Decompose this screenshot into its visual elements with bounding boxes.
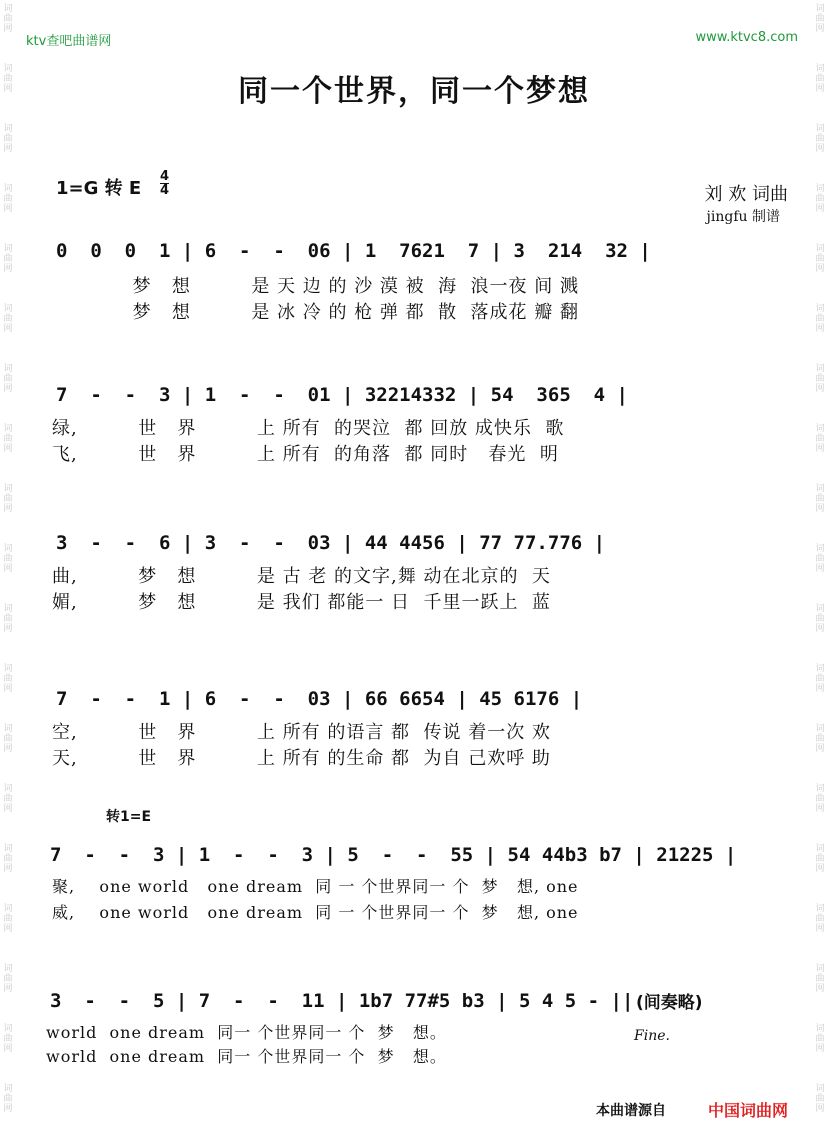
- lyric-verse-1: 绿, 世 界 上 所有 的哭泣 都 回放 成快乐 歌: [52, 418, 565, 439]
- watermark-glyph: 词 曲 网: [815, 184, 825, 214]
- watermark-glyph: 词 曲 网: [3, 604, 13, 634]
- watermark-glyph: 词 曲 网: [3, 244, 13, 274]
- watermark-glyph: 词 曲 网: [3, 484, 13, 514]
- watermark-glyph: 词 曲 网: [3, 64, 13, 94]
- watermark-glyph: 词 曲 网: [815, 64, 825, 94]
- watermark-glyph: 词 曲 网: [3, 904, 13, 934]
- watermark-glyph: 词 曲 网: [3, 664, 13, 694]
- lyric-verse-1: world one dream 同一 个世界同一 个 梦 想。: [46, 1023, 447, 1042]
- watermark-glyph: 词 曲 网: [3, 1084, 13, 1114]
- left-watermark-strip: [0, 0, 16, 1148]
- watermark-glyph: 词 曲 网: [3, 124, 13, 154]
- watermark-glyph: 词 曲 网: [3, 424, 13, 454]
- watermark-glyph: 词 曲 网: [3, 184, 13, 214]
- notation-line: 7 - - 3 | 1 - - 3 | 5 - - 55 | 54 44b3 b7 | 21225 |: [50, 844, 737, 866]
- watermark-glyph: 词 曲 网: [3, 4, 13, 34]
- watermark-glyph: 词 曲 网: [815, 784, 825, 814]
- arranger-line: jingfu 制谱: [706, 209, 780, 225]
- lyric-verse-2: 天, 世 界 上 所有 的生命 都 为自 己欢呼 助: [52, 748, 551, 769]
- key-change-label: 转1=E: [106, 809, 152, 825]
- fine-marker: Fine.: [634, 1028, 670, 1044]
- notation-line: 3 - - 5 | 7 - - 11 | 1b7 77#5 b3 | 5 4 5 - ||: [50, 990, 634, 1012]
- lyric-verse-1: 聚, one world one dream 同 一 个世界同一 个 梦 想, one: [52, 877, 579, 896]
- watermark-glyph: 词 曲 网: [3, 1024, 13, 1054]
- watermark-glyph: 词 曲 网: [3, 304, 13, 334]
- notation-line: 0 0 0 1 | 6 - - 06 | 1 7621 7 | 3 214 32 |: [56, 240, 651, 262]
- notation-line: 7 - - 3 | 1 - - 01 | 32214332 | 54 365 4 |: [56, 384, 628, 406]
- notation-line: 7 - - 1 | 6 - - 03 | 66 6654 | 45 6176 |: [56, 688, 583, 710]
- watermark-glyph: 词 曲 网: [815, 724, 825, 754]
- lyric-verse-1: 曲, 梦 想 是 古 老 的文字,舞 动在北京的 天: [52, 566, 551, 587]
- notation-line: 3 - - 6 | 3 - - 03 | 44 4456 | 77 77.776 |: [56, 532, 606, 554]
- site-label-left[interactable]: ktv查吧曲谱网: [26, 34, 112, 49]
- source-site-link[interactable]: 中国词曲网: [708, 1101, 789, 1120]
- watermark-glyph: 词 曲 网: [3, 844, 13, 874]
- watermark-glyph: 词 曲 网: [3, 364, 13, 394]
- watermark-glyph: 词 曲 网: [3, 964, 13, 994]
- time-signature-bottom: 4: [160, 183, 170, 198]
- lyric-verse-2: 飞, 世 界 上 所有 的角落 都 同时 春光 明: [52, 444, 559, 465]
- watermark-glyph: 词 曲 网: [815, 484, 825, 514]
- lyric-verse-2: world one dream 同一 个世界同一 个 梦 想。: [46, 1047, 447, 1066]
- watermark-glyph: 词 曲 网: [815, 4, 825, 34]
- watermark-glyph: 词 曲 网: [3, 784, 13, 814]
- watermark-glyph: 词 曲 网: [815, 664, 825, 694]
- lyric-verse-1: 空, 世 界 上 所有 的语言 都 传说 着一次 欢: [52, 722, 551, 743]
- watermark-glyph: 词 曲 网: [3, 724, 13, 754]
- credit-line: 刘 欢 词曲: [704, 184, 788, 205]
- lyric-verse-1: 梦 想 是 天 边 的 沙 漠 被 海 浪一夜 间 溅: [52, 276, 579, 297]
- site-label-right[interactable]: www.ktvc8.com: [695, 30, 798, 45]
- watermark-glyph: 词 曲 网: [3, 544, 13, 574]
- watermark-glyph: 词 曲 网: [815, 424, 825, 454]
- watermark-glyph: 词 曲 网: [815, 964, 825, 994]
- watermark-glyph: 词 曲 网: [815, 544, 825, 574]
- right-watermark-strip: [812, 0, 828, 1148]
- watermark-glyph: 词 曲 网: [815, 904, 825, 934]
- watermark-glyph: 词 曲 网: [815, 844, 825, 874]
- watermark-glyph: 词 曲 网: [815, 304, 825, 334]
- watermark-glyph: 词 曲 网: [815, 364, 825, 394]
- watermark-glyph: 词 曲 网: [815, 124, 825, 154]
- watermark-glyph: 词 曲 网: [815, 244, 825, 274]
- lyric-verse-2: 梦 想 是 冰 冷 的 枪 弹 都 散 落成花 瓣 翻: [52, 302, 579, 323]
- time-signature-top: 4: [160, 169, 170, 184]
- song-title: 同一个世界，同一个梦想: [238, 74, 590, 109]
- time-signature: [160, 170, 169, 197]
- lyric-verse-2: 威, one world one dream 同 一 个世界同一 个 梦 想, one: [52, 903, 579, 922]
- watermark-glyph: 词 曲 网: [815, 604, 825, 634]
- lyric-verse-2: 媚, 梦 想 是 我们 都能一 日 千里一跃上 蓝: [52, 592, 551, 613]
- interlude-note: (间奏略): [636, 993, 703, 1013]
- watermark-glyph: 词 曲 网: [815, 1084, 825, 1114]
- watermark-glyph: 词 曲 网: [815, 1024, 825, 1054]
- key-signature: 1=G 转 E: [56, 178, 142, 199]
- source-label: 本曲谱源自: [596, 1103, 666, 1119]
